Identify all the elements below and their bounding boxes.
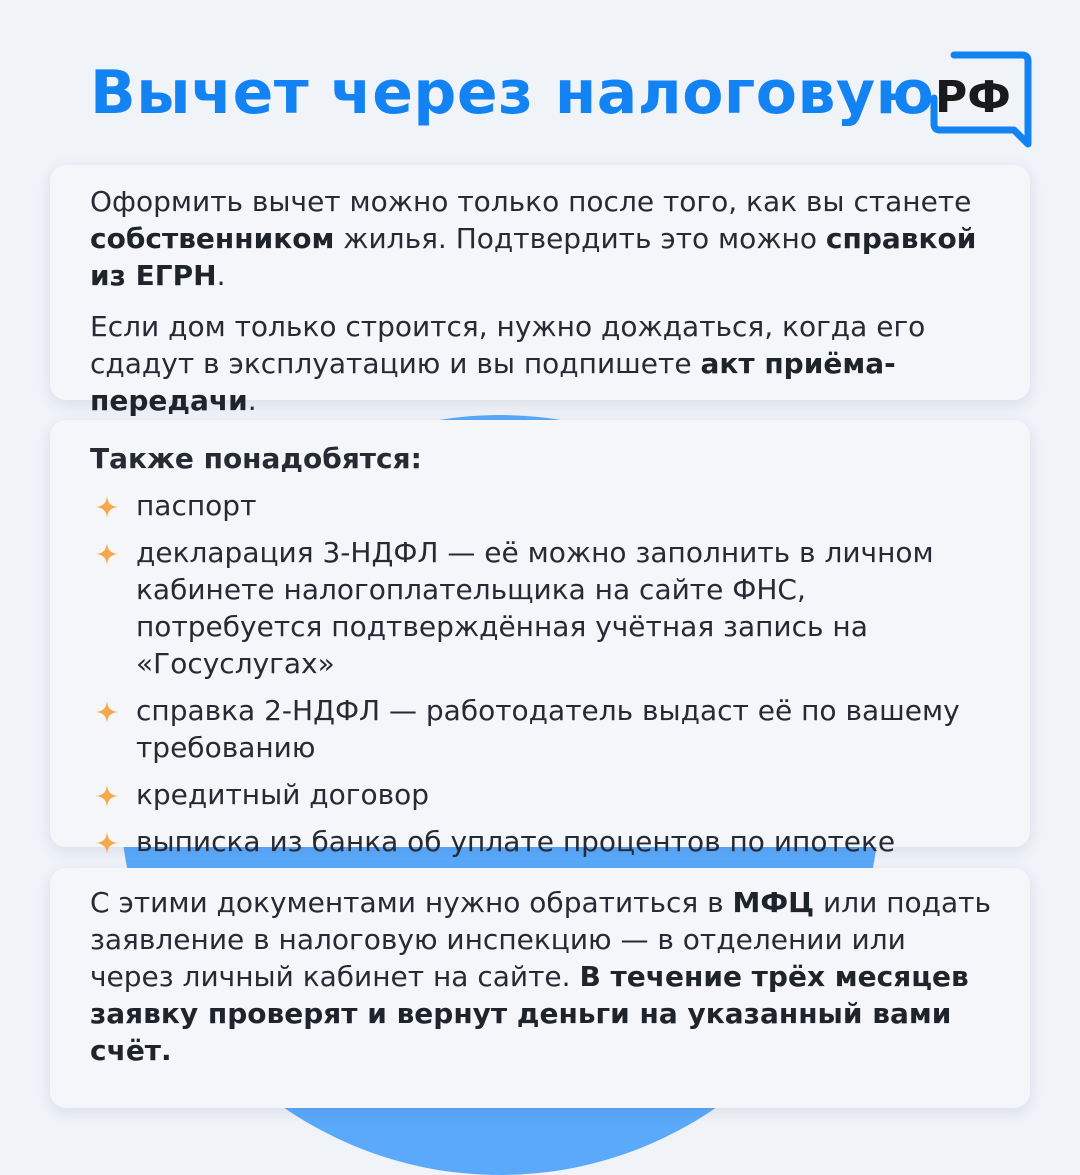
emphasis-text: В течение трёх месяцев заявку проверят и вернут деньги на указанный вами счёт. [90,960,969,1067]
text-segment: . [247,384,257,417]
text-segment: или подать заявление в налоговую инспекцию — в отделении или через личный кабинет на сайте. [90,886,991,993]
construction-text [90,308,994,419]
list-item [90,776,994,813]
documents-list [90,487,994,860]
emphasis-text: собственником [90,222,335,255]
list-item [90,534,994,682]
sparkle-icon [96,832,118,854]
submission-card [50,868,1030,1108]
ownership-text [90,183,994,294]
list-item-text: справка 2-НДФЛ — работодатель выдаст её по вашему требованию [136,694,960,764]
list-item [90,692,994,766]
text-segment: С этими документами нужно обратиться в [90,886,733,919]
emphasis-text: справкой из ЕГРН [90,222,977,292]
list-item [90,487,994,524]
list-item [90,823,994,860]
ownership-card [50,165,1030,417]
list-item-text: паспорт [136,489,257,522]
list-item-text: выписка из банка об уплате процентов по ипотеке [136,825,896,858]
emphasis-text: акт приёма-передачи [90,347,896,417]
sparkle-icon [96,701,118,723]
documents-card [50,420,1030,858]
sparkle-icon [96,496,118,518]
sparkle-icon [96,785,118,807]
submission-text [90,884,994,1069]
page-title: Вычет через налоговую [90,58,935,128]
documents-heading: Также понадобятся: [90,442,422,475]
logo-text: РФ [935,72,1011,123]
list-item-text: декларация 3-НДФЛ — её можно заполнить в личном кабинете налогоплательщика на сайте ФНС, потребуется подтверждённая учётная запись на «Госуслугах» [136,536,934,680]
text-segment: жилья. Подтвердить это можно [334,222,826,255]
emphasis-text: МФЦ [732,886,815,919]
rf-logo [928,50,1034,154]
text-segment: . [216,259,226,292]
list-item-text: кредитный договор [136,778,430,811]
text-segment: Если дом только строится, нужно дождаться, когда его сдадут в эксплуатацию и вы подпишете [90,310,926,380]
text-segment: Оформить вычет можно только после того, как вы станете [90,185,972,218]
sparkle-icon [96,543,118,565]
